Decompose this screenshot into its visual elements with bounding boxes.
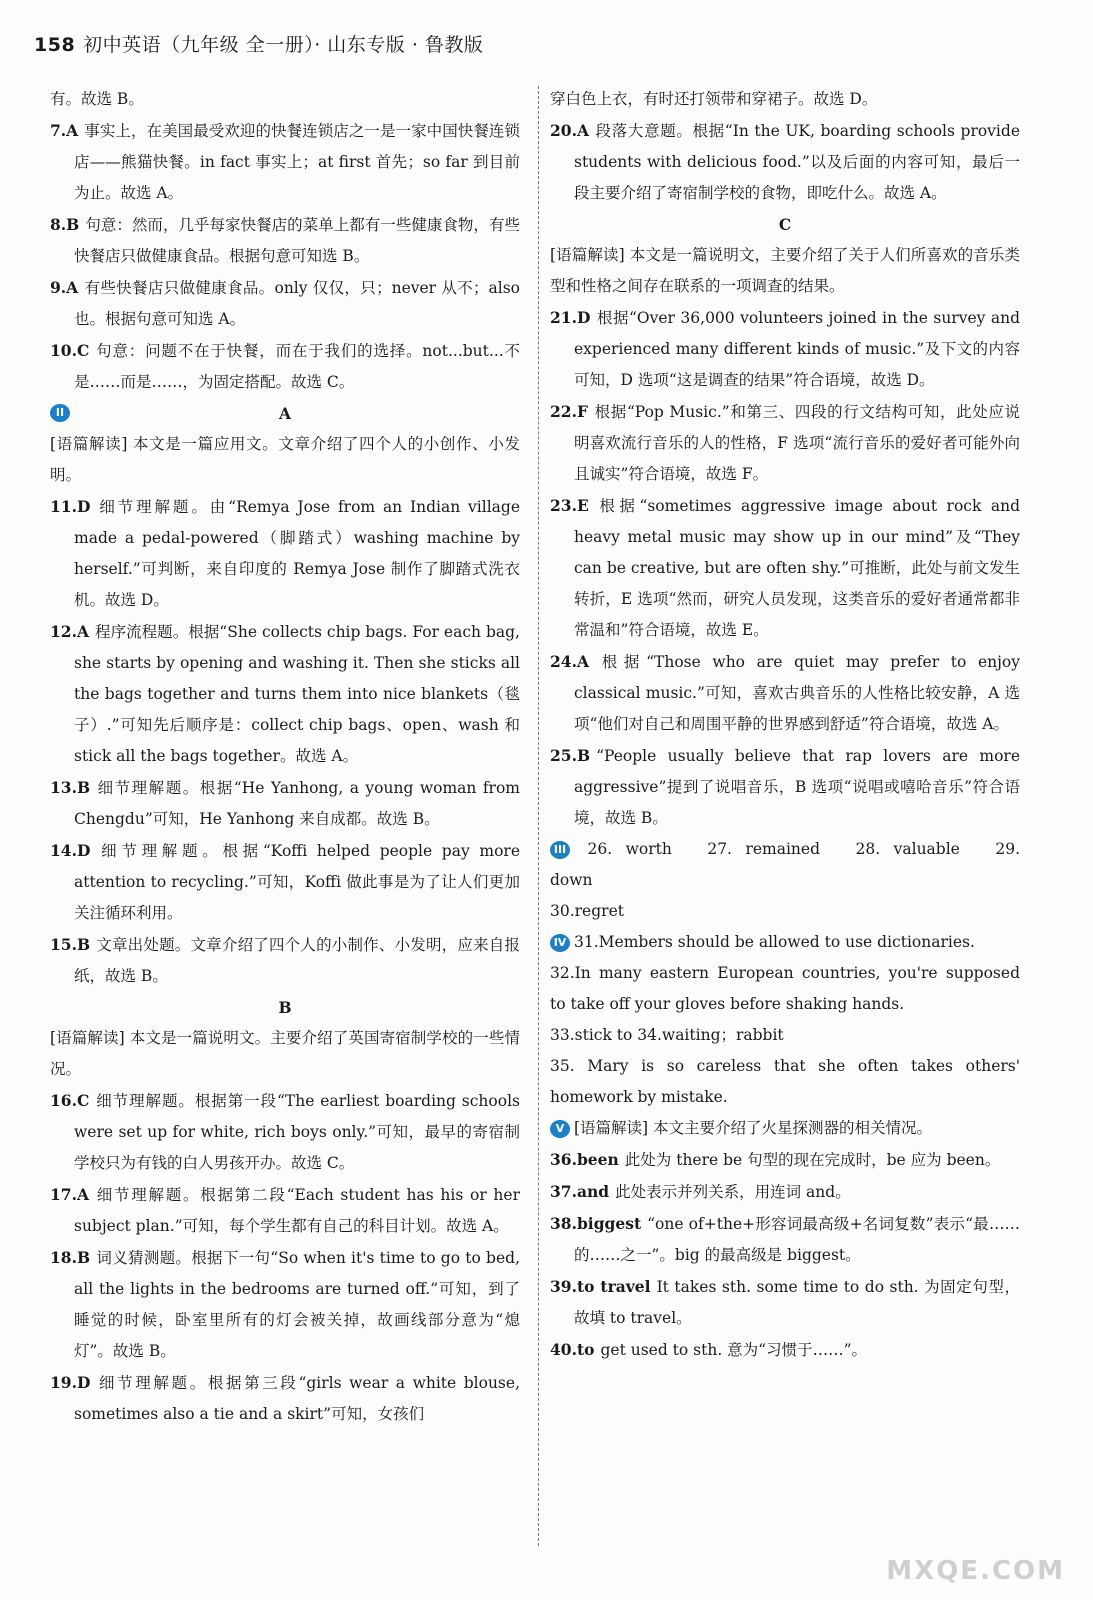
answer-39: 39.to travel It takes sth. some time to do sth. 为固定句型，故填 to travel。 [550, 1277, 1020, 1327]
answer-16: 16.C 细节理解题。根据第一段“The earliest boarding schools were set up for white, rich boys only.”可知，最早的寄宿制学校只为有钱的白人男孩开办。故选 C。 [50, 1091, 520, 1172]
answer-15: 15.B 文章出处题。文章介绍了四个人的小制作、小发明，应来自报纸，故选 B。 [50, 935, 520, 985]
column-divider [538, 86, 539, 1546]
answer-17: 17.A 细节理解题。根据第二段“Each student has his or her subject plan.”可知，每个学生都有自己的科目计划。故选 A。 [50, 1185, 520, 1235]
answer-14: 14.D 细节理解题。根据“Koffi helped people pay more attention to recycling.”可知，Koffi 做此事是为了让人们更加关注循环利用。 [50, 841, 520, 922]
answer-12: 12.A 程序流程题。根据“She collects chip bags. For each bag, she starts by opening and washing it. Then she sticks all the bags together and turns them into nice blankets（毯子）.”可知先后顺序是：collect chip bags、open、wash 和 stick all the bags together。故选 A。 [50, 622, 520, 765]
section-2-heading [50, 398, 520, 429]
answer-18: 18.B 词义猜测题。根据下一句“So when it's time to go to bed, all the lights in the bedrooms are turned off.”可知，到了睡觉的时候，卧室里所有的灯会被关掉，故画线部分意为“熄灯”。故选 B。 [50, 1248, 520, 1360]
answer-35: 35. Mary is so careless that she often takes others' homework by mistake. [550, 1057, 1020, 1106]
answer-29: 29. down [550, 840, 1020, 889]
answer-31: IV 31.Members should be allowed to use dictionaries. [550, 927, 1020, 958]
answer-27: 27. remained [707, 840, 821, 858]
passage-analysis: [语篇解读] 本文是一篇说明文。主要介绍了英国寄宿制学校的一些情况。 [50, 1029, 520, 1078]
section-marker-icon: IV [550, 934, 570, 952]
section-marker-icon: II [50, 404, 70, 422]
answer-36: 36.been 此处为 there be 句型的现在完成时，be 应为 been。 [550, 1150, 1001, 1169]
answer-13: 13.B 细节理解题。根据“He Yanhong, a young woman from Chengdu”可知，He Yanhong 来自成都。故选 B。 [50, 778, 520, 828]
answer-22: 22.F 根据“Pop Music.”和第三、四段的行文结构可知，此处应说明喜欢流行音乐的人的性格，F 选项“流行音乐的爱好者可能外向且诚实”符合语境，故选 F。 [550, 402, 1020, 483]
answer-40: 40.to get used to sth. 意为“习惯于……”。 [550, 1340, 868, 1359]
answer-33-34: 33.stick to 34.waiting；rabbit [550, 1026, 784, 1044]
answer-8: 8.B 句意：然而，几乎每家快餐店的菜单上都有一些健康食物，有些快餐店只做健康食品。根据句意可知选 B。 [50, 215, 520, 265]
answer-20: 20.A 段落大意题。根据“In the UK, boarding schools provide students with delicious food.”以及后面的内容可知，最后一段主要介绍了寄宿制学校的食物，即吃什么。故选 A。 [550, 121, 1020, 202]
answer-19: 19.D 细节理解题。根据第三段“girls wear a white blouse, sometimes also a tie and a skirt”可知，女孩们 [50, 1373, 520, 1423]
watermark-logo [865, 1516, 1065, 1586]
answer-38: 38.biggest “one of+the+形容词最高级+名词复数”表示“最……的……之一”。big 的最高级是 biggest。 [550, 1214, 1020, 1264]
page-header [34, 30, 1053, 57]
answer-21: 21.D 根据“Over 36,000 volunteers joined in the survey and experienced many different kinds of music.”及下文的内容可知，D 选项“这是调查的结果”符合语境，故选 D。 [550, 308, 1020, 389]
answer-30: 30.regret [550, 902, 624, 920]
section-5-analysis: V [语篇解读] 本文主要介绍了火星探测器的相关情况。 [550, 1113, 1020, 1144]
passage-analysis: [语篇解读] 本文是一篇说明文，主要介绍了关于人们所喜欢的音乐类型和性格之间存在联系的一项调查的结果。 [550, 246, 1020, 295]
answer-32: 32.In many eastern European countries, you're supposed to take off your gloves before shaking hands. [550, 964, 1020, 1013]
answer-23: 23.E 根据“sometimes aggressive image about rock and heavy metal music may show up in our mind”及“They can be creative, but are often shy.”可推断，此处与前文发生转折，E 选项“然而，研究人员发现，这类音乐的爱好者通常都非常温和”符合语境，故选 E。 [550, 496, 1020, 639]
section-title: B [278, 998, 292, 1017]
answer-continuation: 穿白色上衣，有时还打领带和穿裙子。故选 D。 [550, 90, 878, 108]
section-marker-icon: V [550, 1120, 570, 1138]
answer-28: 28. valuable [855, 840, 960, 858]
right-column [550, 84, 1020, 1366]
answer-26: 26. worth [587, 840, 672, 858]
section-title: C [778, 215, 792, 234]
answer-7: 7.A 事实上，在美国最受欢迎的快餐连锁店之一是一家中国快餐连锁店——熊猫快餐。in fact 事实上；at first 首先；so far 到目前为止。故选 A。 [50, 121, 520, 202]
answer-9: 9.A 有些快餐店只做健康食品。only 仅仅，只；never 从不；also 也。根据句意可知选 A。 [50, 278, 520, 328]
answer-continuation: 有。故选 B。 [50, 90, 144, 108]
page-number: 158 [34, 34, 76, 56]
watermark-text: MXQE.COM [886, 1556, 1065, 1586]
section-title: A [278, 404, 292, 423]
left-column [50, 84, 520, 1430]
answer-37: 37.and 此处表示并列关系，用连词 and。 [550, 1182, 851, 1201]
book-title: 初中英语（九年级 全一册）· 山东专版 · 鲁教版 [83, 34, 484, 56]
section-marker-icon: III [550, 841, 570, 859]
answer-24: 24.A 根据“Those who are quiet may prefer to enjoy classical music.”可知，喜欢古典音乐的人性格比较安静，A 选项“他们对自己和周围平静的世界感到舒适”符合语境，故选 A。 [550, 652, 1020, 733]
passage-analysis: [语篇解读] 本文是一篇应用文。文章介绍了四个人的小创作、小发明。 [50, 435, 520, 484]
answer-11: 11.D 细节理解题。由“Remya Jose from an Indian village made a pedal-powered（脚踏式）washing machine by herself.”可判断，来自印度的 Remya Jose 制作了脚踏式洗衣机。故选 D。 [50, 497, 520, 609]
section-3-answers [550, 834, 1020, 896]
answer-10: 10.C 句意：问题不在于快餐，而在于我们的选择。not...but...不是……而是……，为固定搭配。故选 C。 [50, 341, 520, 391]
answer-25: 25.B “People usually believe that rap lovers are more aggressive”提到了说唱音乐，B 选项“说唱或嘻哈音乐”符合语境，故选 B。 [550, 746, 1020, 827]
